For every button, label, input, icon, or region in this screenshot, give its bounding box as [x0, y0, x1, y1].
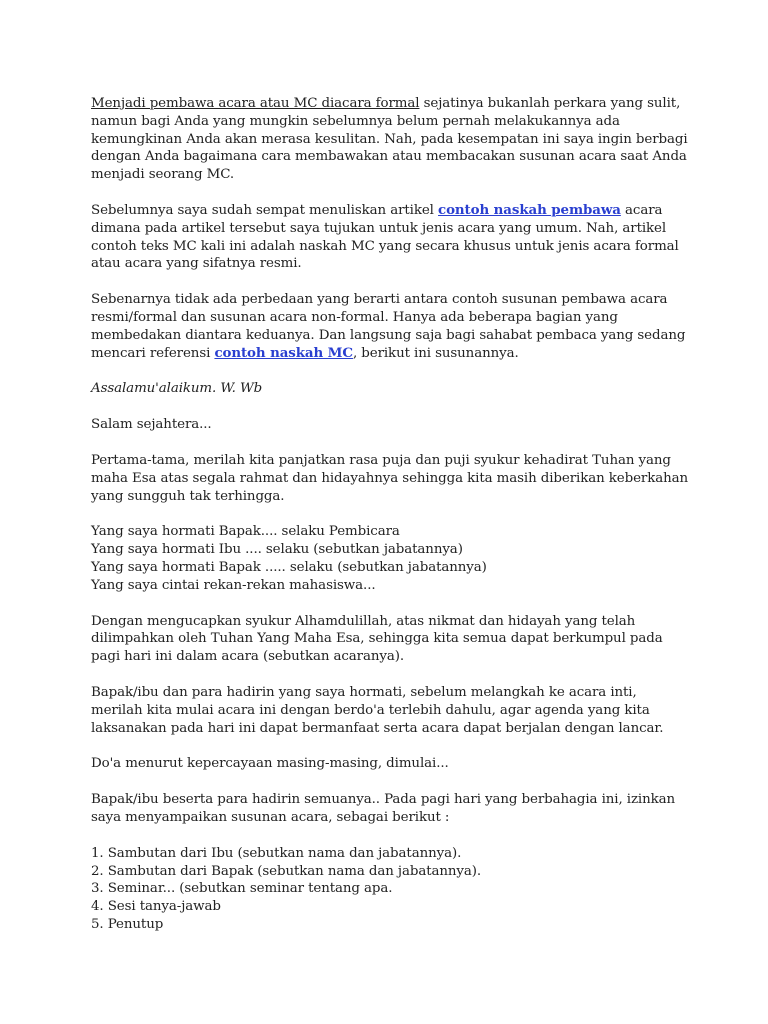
gratitude-paragraph: Dengan mengucapkan syukur Alhamdulillah, atas nikmat dan hidayah yang telah dilimpahkan oleh Tuhan Yang Maha Esa, sehingga kita semua dapat berkumpul pada pagi hari ini dalam acara (sebutkan acaranya). [91, 613, 663, 665]
opening-paragraph: Pertama-tama, merilah kita panjatkan rasa puja dan puji syukur kehadirat Tuhan yang maha Esa atas segala rahmat dan hidayahnya sehingga kita masih diberikan keberkahan yang sungguh tak terhingga. [91, 452, 689, 504]
honorific-line: Yang saya hormati Ibu .... selaku (sebutkan jabatannya) [91, 542, 463, 558]
contoh-naskah-pembawa-link[interactable]: contoh naskah pembawa [438, 201, 621, 218]
greeting: Assalamu'alaikum. W. Wb [91, 381, 263, 397]
previous-article-text-after: acara dimana pada artikel tersebut saya tujukan untuk jenis acara yang umum. Nah, artikel contoh teks MC kali ini adalah naskah MC yang secara khusus untuk jenis acara formal atau acara yang sifatnya resmi. [91, 202, 679, 272]
honorific-line: Yang saya hormati Bapak.... selaku Pembicara [91, 524, 400, 540]
prayer-paragraph: Do'a menurut kepercayaan masing-masing, dimulai... [91, 756, 449, 772]
agenda-intro-paragraph: Bapak/ibu beserta para hadirin semuanya.. Pada pagi hari yang berbahagia ini, izinkan saya menyampaikan susunan acara, sebagai berikut : [91, 792, 676, 825]
contoh-naskah-mc-link[interactable]: contoh naskah MC [214, 344, 353, 361]
agenda-list [91, 845, 691, 934]
salam-sejahtera: Salam sejahtera... [91, 417, 212, 433]
agenda-item: 3. Seminar... (sebutkan seminar tentang apa. [91, 881, 393, 897]
agenda-item: 4. Sesi tanya-jawab [91, 899, 221, 915]
article-body [91, 95, 691, 952]
intro-text: sejatinya bukanlah perkara yang sulit, namun bagi Anda yang mungkin sebelumnya belum pernah melakukannya ada kemungkinan Anda akan merasa kesulitan. Nah, pada kesempatan ini saya ingin berbagi dengan Anda bagaimana cara membawakan atau membacakan susunan acara saat Anda menjadi seorang MC. [91, 96, 688, 183]
difference-text-after: , berikut ini susunannya. [352, 345, 519, 361]
prayer-invitation-paragraph: Bapak/ibu dan para hadirin yang saya hormati, sebelum melangkah ke acara inti, merilah kita mulai acara ini dengan berdo'a terlebih dahulu, agar agenda yang kita laksanakan pada hari ini dapat bermanfaat serta acara dapat berjalan dengan lancar. [91, 684, 664, 736]
agenda-item: 2. Sambutan dari Bapak (sebutkan nama dan jabatannya). [91, 863, 482, 879]
difference-text-before: Sebenarnya tidak ada perbedaan yang berarti antara contoh susunan pembawa acara resmi/formal dan susunan acara non-formal. Hanya ada beberapa bagian yang membedakan diantara keduanya. Dan langsung saja bagi sahabat pembaca yang sedang mencari referensi [91, 292, 686, 361]
agenda-item: 5. Penutup [91, 916, 164, 932]
previous-article-text-before: Sebelumnya saya sudah sempat menuliskan artikel [91, 202, 439, 218]
honorific-line: Yang saya cintai rekan-rekan mahasiswa... [91, 577, 376, 593]
agenda-item: 1. Sambutan dari Ibu (sebutkan nama dan jabatannya). [91, 845, 462, 861]
honorifics-list [91, 523, 691, 594]
previous-article-paragraph [91, 202, 691, 273]
difference-paragraph [91, 291, 691, 362]
intro-link[interactable]: Menjadi pembawa acara atau MC diacara formal [91, 96, 420, 111]
honorific-line: Yang saya hormati Bapak ..... selaku (sebutkan jabatannya) [91, 559, 487, 575]
intro-paragraph [91, 95, 691, 184]
